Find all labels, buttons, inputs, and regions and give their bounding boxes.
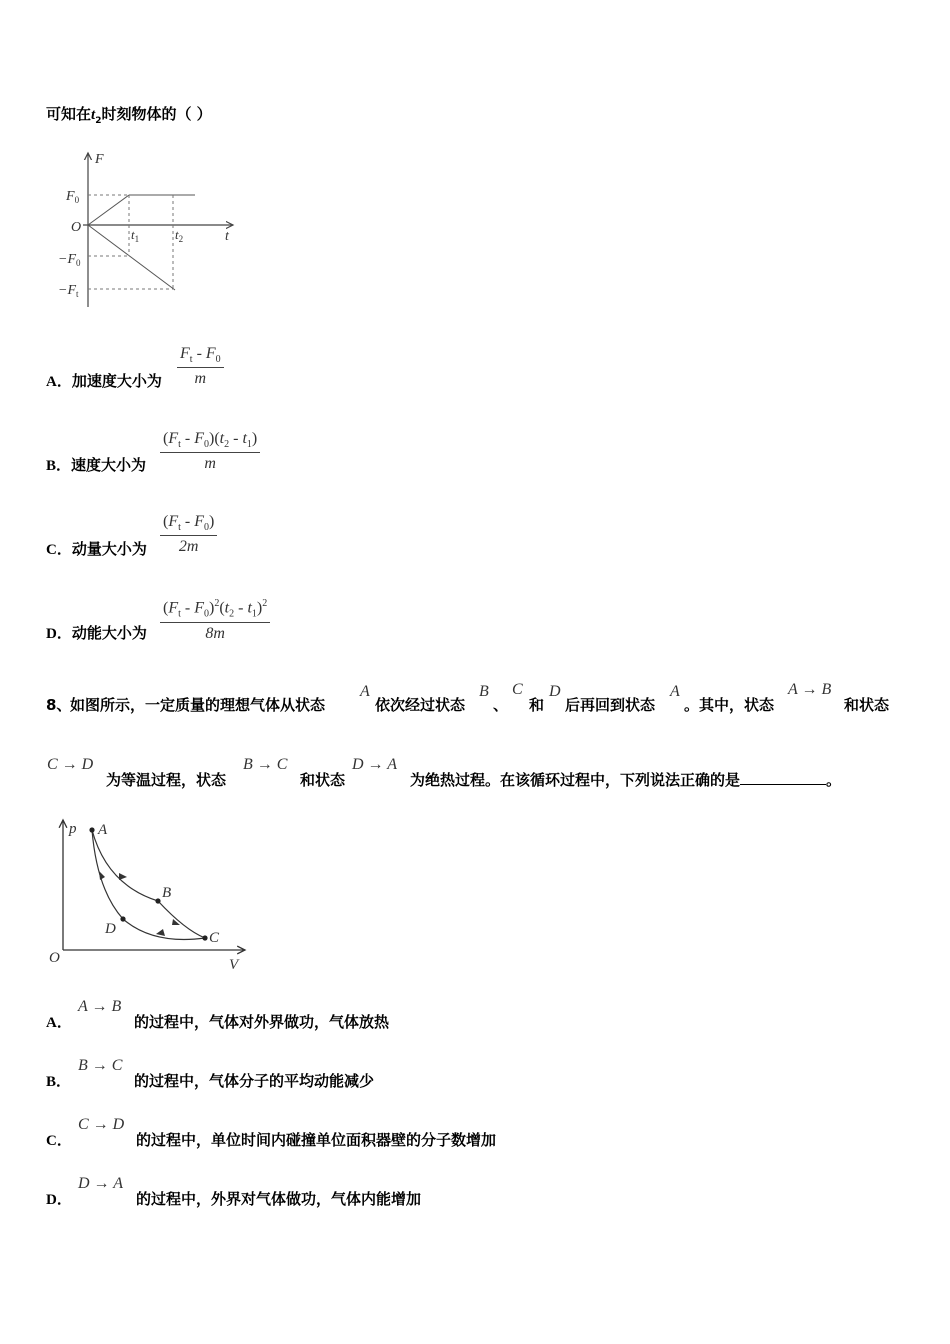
option-a-formula: $\frac{F_t - F_0}{m}$ bbox=[177, 345, 224, 388]
neg-f0-label: $-F_0$ bbox=[58, 252, 81, 268]
option-d-formula: $\frac{(F_t - F_0)^2(t_2 - t_1)^2}{8m}$ bbox=[160, 598, 270, 643]
state-d: D bbox=[549, 683, 561, 700]
label-b: B bbox=[162, 885, 172, 901]
state-a: A bbox=[360, 683, 370, 700]
q7-option-d[interactable]: D．动能大小为 bbox=[46, 624, 147, 642]
point-b bbox=[155, 898, 160, 903]
t1-label: $t_1$ bbox=[131, 227, 140, 244]
q8-line1-a: 如图所示，一定质量的理想气体从状态 bbox=[70, 696, 326, 714]
proc-bc: B → C bbox=[243, 756, 288, 773]
q8-option-c-letter[interactable]: C． bbox=[46, 1133, 72, 1149]
q8-option-c-proc: C → D bbox=[78, 1116, 125, 1133]
origin-label-pv: O bbox=[49, 950, 60, 966]
v-axis-label: V bbox=[229, 957, 239, 973]
option-b-formula: $\frac{(F_t - F_0)(t_2 - t_1)}{m}$ bbox=[160, 430, 260, 473]
proc-cd: C → D bbox=[47, 756, 94, 773]
f0-label: $F_0$ bbox=[66, 189, 80, 205]
answer-blank[interactable] bbox=[740, 770, 826, 785]
q8-option-a-text[interactable]: 的过程中，气体对外界做功，气体放热 bbox=[134, 1013, 390, 1031]
q8-line1-b: 依次经过状态 bbox=[375, 696, 466, 714]
t2-label: $t_2$ bbox=[175, 227, 184, 244]
q8-option-b-text[interactable]: 的过程中，气体分子的平均动能减少 bbox=[134, 1072, 375, 1090]
label-c: C bbox=[209, 930, 220, 946]
q8-option-b-letter[interactable]: B． bbox=[46, 1074, 72, 1090]
q8-and: 和 bbox=[529, 696, 545, 714]
f-t-graph bbox=[55, 145, 245, 315]
curve-cd bbox=[123, 919, 205, 939]
q8-option-d-text[interactable]: 的过程中，外界对气体做功，气体内能增加 bbox=[136, 1190, 422, 1208]
q8-option-b-proc: B → C bbox=[78, 1057, 123, 1074]
state-a2: A bbox=[670, 683, 680, 700]
q8-sep: 、 bbox=[493, 696, 509, 714]
q8-option-a-proc: A → B bbox=[78, 998, 122, 1015]
origin-label: O bbox=[71, 220, 82, 235]
q7-option-a[interactable]: A．加速度大小为 bbox=[46, 372, 162, 390]
label-a: A bbox=[98, 822, 108, 838]
state-c: C bbox=[512, 681, 523, 698]
q8-number: 8、 bbox=[46, 696, 72, 714]
point-c bbox=[202, 935, 207, 940]
curve-bc bbox=[158, 901, 205, 938]
q8-line2-c: 为绝热过程。在该循环过程中，下列说法正确的是 。 bbox=[410, 771, 842, 789]
q8-line1-e: 和状态 bbox=[844, 696, 890, 714]
q8-line2-a: 为等温过程，状态 bbox=[106, 771, 227, 789]
point-d bbox=[120, 916, 125, 921]
x-axis-label: t bbox=[225, 229, 229, 244]
q8-option-a-letter[interactable]: A． bbox=[46, 1015, 72, 1031]
proc-da: D → A bbox=[352, 756, 398, 773]
option-c-formula: $\frac{(F_t - F_0)}{2m}$ bbox=[160, 513, 217, 556]
q7-option-c[interactable]: C．动量大小为 bbox=[46, 540, 147, 558]
q8-option-d-letter[interactable]: D． bbox=[46, 1192, 72, 1208]
q7-stem: 可知在$t_2$时刻物体的（ ） bbox=[46, 105, 212, 126]
y-axis-label: F bbox=[95, 152, 104, 167]
q7-option-b[interactable]: B．速度大小为 bbox=[46, 456, 147, 474]
p-v-graph bbox=[45, 815, 250, 975]
ramp-line bbox=[88, 195, 129, 225]
point-a bbox=[89, 827, 94, 832]
q8-line1-c: 后再回到状态 bbox=[565, 696, 656, 714]
q8-line1-d: 。其中，状态 bbox=[684, 696, 775, 714]
q8-option-d-proc: D → A bbox=[78, 1175, 124, 1192]
neg-ft-label: $-F_t$ bbox=[58, 283, 79, 299]
state-b: B bbox=[479, 683, 489, 700]
q8-option-c-text[interactable]: 的过程中，单位时间内碰撞单位面积器壁的分子数增加 bbox=[136, 1131, 497, 1149]
curve-ab bbox=[92, 830, 158, 901]
arrow-da bbox=[99, 871, 105, 880]
proc-ab: A → B bbox=[788, 681, 832, 698]
label-d: D bbox=[105, 921, 116, 937]
arrow-bc bbox=[172, 919, 180, 925]
q8-line2-b: 和状态 bbox=[300, 771, 346, 789]
arrow-cd bbox=[156, 929, 165, 936]
arrow-ab bbox=[119, 873, 127, 880]
p-axis-label: p bbox=[69, 821, 77, 837]
